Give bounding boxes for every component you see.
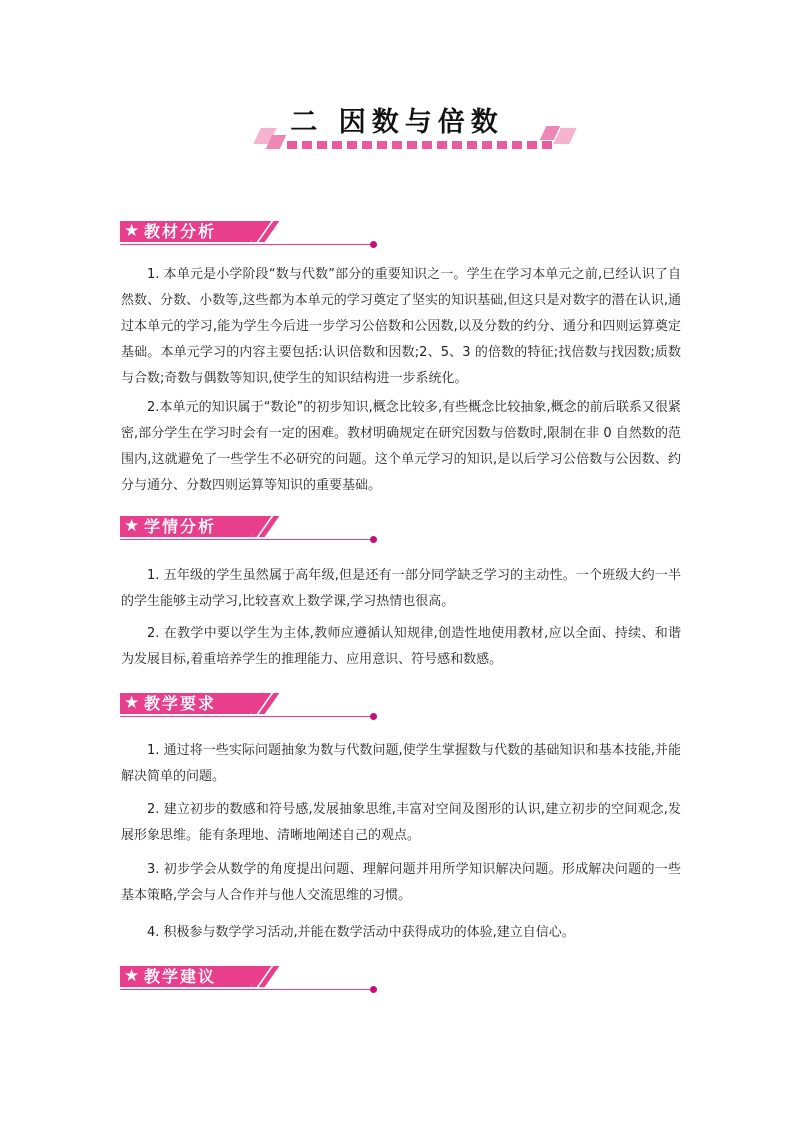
section-rule (120, 989, 372, 990)
section-heading: 学情分析 (144, 517, 217, 536)
section-rule (120, 539, 372, 540)
section-heading: 教学要求 (144, 694, 217, 713)
paragraph: 3. 初步学会从数学的角度提出问题、理解问题并用所学知识解决问题。形成解决问题的一些基本策略,学会与人合作并与他人交流思维的习惯。 (121, 862, 681, 903)
star-icon: ★ (124, 693, 140, 713)
section-heading: 教学建议 (144, 967, 217, 986)
paragraph: 1. 五年级的学生虽然属于高年级,但是还有一部分同学缺乏学习的主动性。一个班级大约一半的学生能够主动学习,比较喜欢上数学课,学习热情也很高。 (121, 568, 681, 609)
section-rule-dot (370, 713, 377, 720)
paragraph: 2. 在教学中要以学生为主体,教师应遵循认知规律,创造性地使用教材,应以全面、持续、和谐为发展目标,着重培养学生的推理能力、应用意识、符号感和数感。 (121, 626, 681, 667)
page-title: 二 因数与倍数 (290, 107, 504, 138)
star-icon: ★ (124, 221, 140, 241)
paragraph: 2. 建立初步的数感和符号感,发展抽象思维,丰富对空间及图形的认识,建立初步的空间观念,发展形象思维。能有条理地、清晰地阐述自己的观点。 (121, 802, 681, 843)
section-rule-dot (370, 536, 377, 543)
star-icon: ★ (124, 516, 140, 536)
paragraph: 4. 积极参与数学学习活动,并能在数学活动中获得成功的体验,建立自信心。 (147, 925, 575, 940)
title-decoration (253, 124, 583, 158)
paragraph: 1. 通过将一些实际问题抽象为数与代数问题,使学生掌握数与代数的基础知识和基本技能,并能解决简单的问题。 (121, 743, 681, 784)
section-header-teaching-requirements (120, 688, 380, 718)
section-rule (120, 716, 372, 717)
section-rule-dot (370, 241, 377, 248)
section-header-student-analysis (120, 511, 380, 541)
section-header-textbook-analysis (120, 216, 380, 246)
section-rule (120, 244, 372, 245)
section-header-teaching-suggestions (120, 961, 380, 991)
paragraph: 1. 本单元是小学阶段“数与代数”部分的重要知识之一。学生在学习本单元之前,已经认识了自然数、分数、小数等,这些都为本单元的学习奠定了坚实的知识基础,但这只是对数字的潜在认识,通过本单元的学习,能为学生今后进一步学习公倍数和公因数,以及分数的约分、通分和四则运算奠定基础。本单元学习的内容主要包括:认识倍数和因数;2、5、3 的倍数的特征;找倍数与找因数;质数与合数;奇数与偶数等知识,使学生的知识结构进一步系统化。 (121, 267, 681, 386)
section-rule-dot (370, 986, 377, 993)
paragraph: 2.本单元的知识属于“数论”的初步知识,概念比较多,有些概念比较抽象,概念的前后联系又很紧密,部分学生在学习时会有一定的困难。教材明确规定在研究因数与倍数时,限制在非 0 自然数的范围内,这就避免了一些学生不必研究的问题。这个单元学习的知识,是以后学习公倍数与公因数、约分与通分、分数四则运算等知识的重要基础。 (121, 400, 681, 493)
section-heading: 教材分析 (144, 222, 217, 241)
decor-dot-row (287, 141, 552, 149)
star-icon: ★ (124, 966, 140, 986)
